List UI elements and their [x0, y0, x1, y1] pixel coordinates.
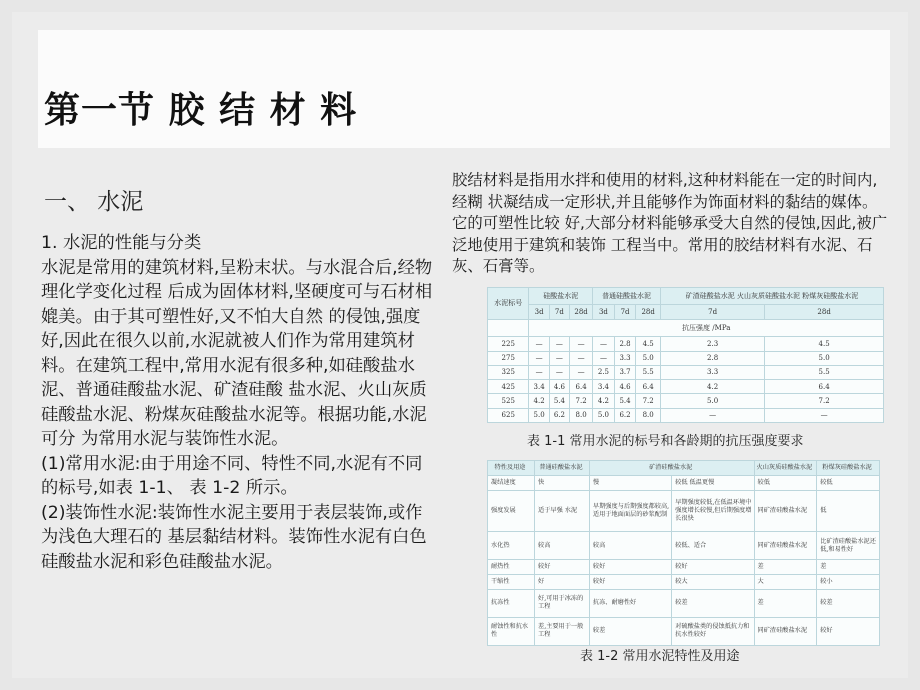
- table-header: 特性及用途: [488, 461, 535, 476]
- unit-row: 抗压强度 /MPa: [529, 319, 884, 336]
- table-header: 普通硅酸盐水泥: [535, 461, 590, 476]
- table-row: 干缩性 好 较好 较大 大 较小: [488, 574, 880, 589]
- table-row: 强度发展 适于早强 水泥 早期强度与后期强度都较高,适用于地面面层的砂浆配制 早期强度较低,在低温环境中强度增长较慢,但后期强度增长很快 同矿渣硅酸盐水泥 低: [488, 490, 880, 531]
- table-header: 矿渣硅酸盐水泥: [589, 461, 754, 476]
- table2-caption: 表 1-2 常用水泥特性及用途: [580, 649, 740, 664]
- table-row: 耐蚀性和抗水性 差,主要用于一般工程 较差 对硫酸盐类的侵蚀抵抗力和抗水性较好 同矿渣硅酸盐水泥 较好: [488, 617, 880, 645]
- table-header: 7d: [614, 305, 636, 319]
- intro-paragraph: 胶结材料是指用水拌和使用的材料,这种材料能在一定的时间内,经糊 状凝结成一定形状,并且能够作为饰面材料的黏结的媒体。它的可塑性比较 好,大部分材料能够承受大自然的侵蚀,因此,被广泛地使用于建筑和装饰 工程当中。常用的胶结材料有水泥、石灰、石膏等。: [452, 171, 888, 275]
- table-row: 275 — — — — 3.3 5.0 2.8 5.0: [488, 351, 884, 365]
- left-text-body: [41, 231, 433, 574]
- table-header: 水泥标号: [488, 288, 529, 320]
- table-header: 3d: [529, 305, 549, 319]
- table-row: 425 3.4 4.6 6.4 3.4 4.6 6.4 4.2 6.4: [488, 380, 884, 394]
- table-row: 625 5.0 6.2 8.0 5.0 6.2 8.0 — —: [488, 408, 884, 422]
- table-header: 28d: [765, 305, 884, 319]
- table-row: 凝结速度 快 慢 较低 低温更慢 较低 较低: [488, 475, 880, 490]
- table-header: 28d: [636, 305, 661, 319]
- table-header: 矿渣硅酸盐水泥 火山灰质硅酸盐水泥 粉煤灰硅酸盐水泥: [660, 288, 883, 305]
- table-header: 7d: [660, 305, 764, 319]
- slide-title: 第一节 胶 结 材 料: [44, 90, 358, 131]
- body-paragraph: 水泥是常用的建筑材料,呈粉末状。与水混合后,经物理化学变化过程 后成为固体材料,坚硬度可与石材相媲美。由于其可塑性好,又不怕大自然 的侵蚀,强度好,因此在很久以前,水泥就被人们作为常用建筑材料。在建筑工程中,常用水泥有很多种,如硅酸盐水泥、普通硅酸盐水泥、矿渣硅酸 盐水泥、火山灰质硅酸盐水泥、粉煤灰硅酸盐水泥等。根据功能,水泥可分 为常用水泥与装饰性水泥。: [41, 257, 433, 449]
- cement-strength-table: [487, 287, 884, 423]
- table-header: 28d: [570, 305, 593, 319]
- cement-properties-table: [487, 460, 880, 646]
- table-row: 水化热 较高 较高 较低、适合 同矿渣硅酸盐水泥 比矿渣硅酸盐水泥还低,和易性好: [488, 532, 880, 560]
- table-row: 耐热性 较好 较好 较好 差 差: [488, 560, 880, 575]
- table1-caption: 表 1-1 常用水泥的标号和各龄期的抗压强度要求: [527, 434, 804, 449]
- subsection-heading: 1. 水泥的性能与分类: [41, 233, 202, 253]
- table-row: 525 4.2 5.4 7.2 4.2 5.4 7.2 5.0 7.2: [488, 394, 884, 408]
- table-row: 325 — — — 2.5 3.7 5.5 3.3 5.5: [488, 365, 884, 379]
- body-paragraph: (2)装饰性水泥:装饰性水泥主要用于表层装饰,或作为浅色大理石的 基层黏结材料。装饰性水泥有白色硅酸盐水泥和彩色硅酸盐水泥。: [41, 502, 427, 572]
- table-header: 硅酸盐水泥: [529, 288, 593, 305]
- table-header: 3d: [593, 305, 615, 319]
- table-header: 普通硅酸盐水泥: [593, 288, 661, 305]
- table-header: 粉煤灰硅酸盐水泥: [817, 461, 880, 476]
- body-paragraph: (1)常用水泥:由于用途不同、特性不同,水泥有不同的标号,如表 1-1、 表 1-2 所示。: [41, 453, 423, 498]
- table-header: 火山灰质硅酸盐水泥: [754, 461, 817, 476]
- table-header: 7d: [549, 305, 569, 319]
- section-heading: 一、 水泥: [44, 189, 144, 215]
- table-row: 抗冻性 好,可用于冰冻的工程 抗冻、耐磨性好 较差 差 较差: [488, 589, 880, 617]
- table-row: 225 — — — — 2.8 4.5 2.3 4.5: [488, 337, 884, 351]
